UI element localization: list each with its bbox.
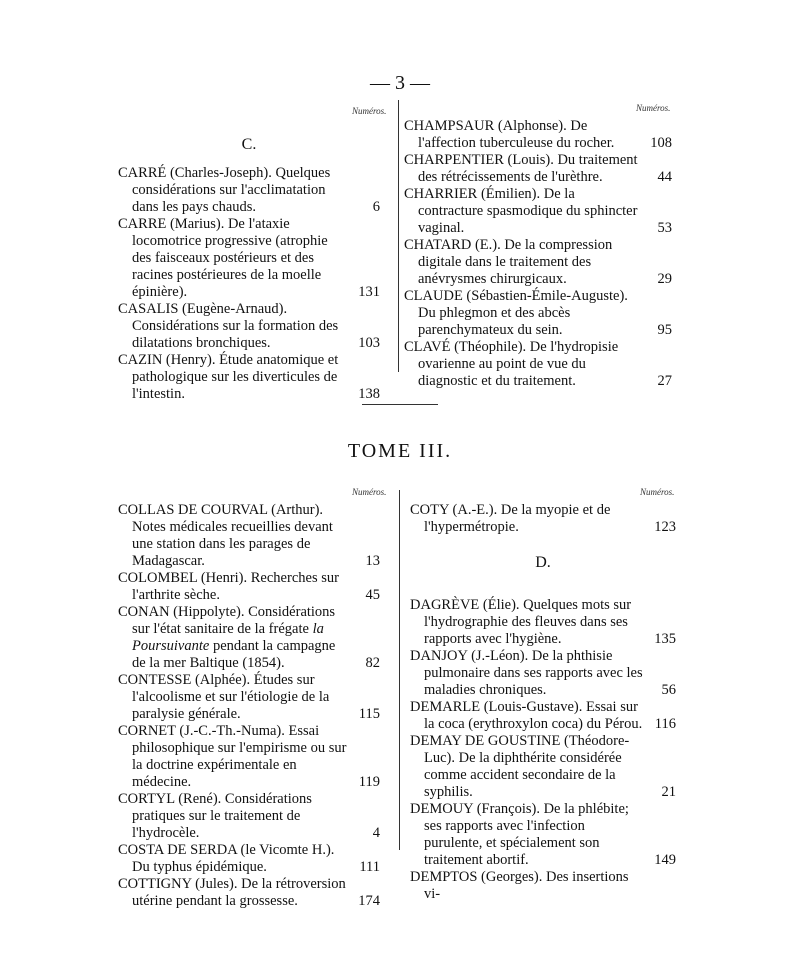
index-entry (410, 801, 676, 869)
bottom-left-column (118, 502, 380, 910)
entry-text: CARRÉ (Charles-Joseph). Quelques considérations sur l'acclimatation dans les pays chauds. (118, 165, 331, 215)
entry-text: CLAVÉ (Théophile). De l'hydropisie ovarienne au point de vue du diagnostic et du traitement. (404, 339, 619, 389)
entry-text: pendant la campagne de la mer Baltique (1854). (132, 638, 336, 671)
index-entry (404, 288, 672, 339)
entry-number: 27 (657, 373, 672, 389)
entry-text: CHAMPSAUR (Alphonse). De l'affection tuberculeuse du rocher. (404, 118, 615, 151)
entry-number: 21 (661, 784, 676, 800)
entry-number: 149 (654, 852, 676, 868)
entry-text: CONAN (Hippolyte). Considérations sur l'état sanitaire de la frégate (118, 604, 336, 637)
entry-text: DEMAY DE GOUSTINE (Théodore-Luc). De la diphthérite considérée comme accident secondaire de la syphilis. (410, 733, 630, 800)
entry-text: CONTESSE (Alphée). Études sur l'alcoolisme et sur l'étiologie de la paralysie générale. (118, 672, 330, 722)
entry-text: DAGRÈVE (Élie). Quelques mots sur l'hydrographie des fleuves dans ses rapports avec l'hygiène. (410, 597, 632, 647)
page-number: — 3 — (370, 72, 430, 94)
entry-text: COTY (A.-E.). De la myopie et de l'hypermétropie. (410, 502, 611, 535)
entry-text: CHATARD (E.). De la compression digitale dans le traitement des anévrysmes chirurgicaux. (404, 237, 613, 287)
entry-text: DEMPTOS (Georges). Des insertions vi- (410, 869, 629, 902)
index-entry (118, 672, 380, 723)
entry-text: CORTYL (René). Considérations pratiques sur le traitement de l'hydrocèle. (118, 791, 312, 841)
entry-text: COLOMBEL (Henri). Recherches sur l'arthrite sèche. (118, 570, 339, 603)
index-entry (118, 502, 380, 570)
entry-text: CLAUDE (Sébastien-Émile-Auguste). Du phlegmon et des abcès parenchymateux du sein. (404, 288, 628, 338)
index-entry (410, 733, 676, 801)
index-entry (410, 869, 676, 903)
index-entry (118, 216, 380, 301)
entry-number: 131 (358, 284, 380, 300)
entry-number: 44 (657, 169, 672, 185)
index-entry (410, 699, 676, 733)
entry-text: COTTIGNY (Jules). De la rétroversion utérine pendant la grossesse. (118, 876, 346, 909)
entry-text: DANJOY (J.-Léon). De la phthisie pulmonaire dans ses rapports avec les maladies chroniques. (410, 648, 643, 698)
entry-number: 116 (654, 716, 676, 732)
entry-text: COSTA DE SERDA (le Vicomte H.). Du typhus épidémique. (118, 842, 335, 875)
index-entry (404, 339, 672, 390)
index-entry (404, 118, 672, 152)
entry-text: CAZIN (Henry). Étude anatomique et pathologique sur les diverticules de l'intestin. (118, 352, 339, 402)
entry-number: 53 (657, 220, 672, 236)
bottom-right-column (410, 502, 676, 903)
numeros-label-bottom-left: Numéros. (352, 487, 387, 497)
top-right-column (404, 118, 672, 390)
entry-number: 13 (365, 553, 380, 569)
index-entry (410, 648, 676, 699)
numeros-label-bottom-right: Numéros. (640, 487, 675, 497)
index-entry (118, 842, 380, 876)
index-entry (404, 152, 672, 186)
entry-text: CHARPENTIER (Louis). Du traitement des rétrécissements de l'urèthre. (404, 152, 638, 185)
entry-number: 56 (661, 682, 676, 698)
index-entry (118, 604, 380, 672)
entry-text: CARRE (Marius). De l'ataxie locomotrice progressive (atrophie des faisceaux postérieurs et des racines postérieures de la moelle épinière). (118, 216, 328, 300)
entry-number: 123 (654, 519, 676, 535)
entry-number: 45 (365, 587, 380, 603)
index-entry (118, 352, 380, 403)
index-entry (118, 876, 380, 910)
section-divider-rule (362, 404, 438, 405)
entry-number: 95 (657, 322, 672, 338)
entry-number: 4 (372, 825, 380, 841)
entry-number: 103 (358, 335, 380, 351)
index-entry (410, 502, 676, 536)
entry-text: CHARRIER (Émilien). De la contracture spasmodique du sphincter vaginal. (404, 186, 638, 236)
entry-number: 115 (358, 706, 380, 722)
entry-text: DEMARLE (Louis-Gustave). Essai sur la coca (erythroxylon coca) du Pérou. (410, 699, 643, 732)
top-left-column (118, 136, 380, 403)
column-divider-top (398, 100, 399, 372)
tome-heading: TOME III. (347, 440, 453, 462)
index-entry (404, 237, 672, 288)
index-entry (118, 791, 380, 842)
entry-number: 29 (657, 271, 672, 287)
entry-ship-name: la Poursuivante (132, 621, 324, 654)
entry-number: 108 (650, 135, 672, 151)
numeros-label-top-left: Numéros. (352, 106, 387, 116)
entry-text: CASALIS (Eugène-Arnaud). Considérations sur la formation des dilatations bronchiques. (118, 301, 339, 351)
index-entry (118, 301, 380, 352)
entry-number: 135 (654, 631, 676, 647)
entry-number: 174 (358, 893, 380, 909)
numeros-label-top-right: Numéros. (636, 103, 671, 113)
section-letter-c: C. (241, 136, 257, 153)
entry-text: DEMOUY (François). De la phlébite; ses rapports avec l'infection purulente, et spécialement son traitement abortif. (410, 801, 629, 868)
entry-number: 119 (358, 774, 380, 790)
entry-text: COLLAS DE COURVAL (Arthur). Notes médicales recueillies devant une station dans les parages de Madagascar. (118, 502, 333, 569)
entry-number: 138 (358, 386, 380, 402)
column-divider-bottom (399, 490, 400, 850)
entry-number: 111 (359, 859, 380, 875)
index-entry (118, 570, 380, 604)
entry-number: 82 (365, 655, 380, 671)
index-entry (118, 723, 380, 791)
index-entry (410, 597, 676, 648)
entry-text: CORNET (J.-C.-Th.-Numa). Essai philosophique sur l'empirisme ou sur la doctrine expérimentale en médecine. (118, 723, 347, 790)
entry-number: 6 (372, 199, 380, 215)
index-entry (118, 165, 380, 216)
index-entry (404, 186, 672, 237)
section-letter-d: D. (535, 554, 551, 571)
